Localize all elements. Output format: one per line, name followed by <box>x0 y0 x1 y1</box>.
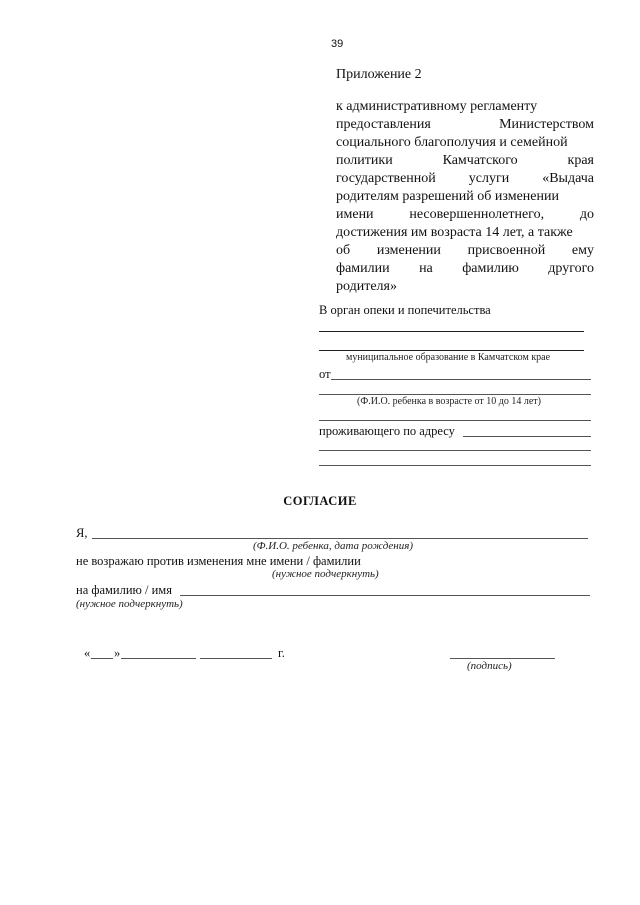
address-field-line-2[interactable] <box>319 450 591 451</box>
date-month-field[interactable] <box>121 658 196 659</box>
appendix-line <box>336 260 594 278</box>
date-close-quote: » <box>114 646 121 660</box>
date-open-quote: « <box>84 646 91 660</box>
appendix-title: Приложение 2 <box>336 67 422 82</box>
from-field-line-2[interactable] <box>319 394 591 395</box>
i-label: Я, <box>76 526 88 540</box>
child-name-field[interactable] <box>92 538 588 539</box>
underline-hint-1: (нужное подчеркнуть) <box>272 568 379 580</box>
addressee-title: В орган опеки и попечительства <box>319 303 491 317</box>
appendix-word: Министерством <box>499 117 594 132</box>
appendix-word: имени <box>336 207 374 222</box>
signature-caption: (подпись) <box>467 660 512 672</box>
appendix-word: родителям разрешений об изменении <box>336 189 559 204</box>
appendix-line <box>336 278 594 296</box>
appendix-line <box>336 188 594 206</box>
from-label: от <box>319 367 331 381</box>
appendix-word: присвоенной <box>467 243 546 258</box>
no-objection-text: не возражаю против изменения мне имени / фамилии <box>76 554 361 568</box>
page-number: 39 <box>331 38 344 50</box>
appendix-word: достижения им возраста 14 лет, а также <box>336 225 573 240</box>
municipality-caption: муниципальное образование в Камчатском крае <box>346 352 551 363</box>
appendix-word: услуги <box>468 171 510 186</box>
appendix-word: к административному регламенту <box>336 99 538 114</box>
appendix-line <box>336 98 594 116</box>
appendix-line <box>336 206 594 224</box>
appendix-word: предоставления <box>336 117 431 132</box>
appendix-word: края <box>567 153 594 168</box>
date-day-field[interactable] <box>91 658 113 659</box>
appendix-word: об <box>336 243 351 258</box>
appendix-word: изменении <box>376 243 441 258</box>
signature-field[interactable] <box>450 658 555 659</box>
residing-label: проживающего по адресу <box>319 424 455 438</box>
appendix-line <box>336 224 594 242</box>
appendix-word: родителя» <box>336 279 397 294</box>
underline-hint-2: (нужное подчеркнуть) <box>76 598 183 610</box>
child-age-caption: (Ф.И.О. ребенка в возрасте от 10 до 14 лет) <box>357 396 541 407</box>
date-year-field[interactable] <box>200 658 272 659</box>
appendix-word: фамилию <box>462 261 519 276</box>
surname-name-field[interactable] <box>180 595 590 596</box>
addressee-line-2[interactable] <box>319 350 584 351</box>
addressee-line-1[interactable] <box>319 331 584 332</box>
appendix-word: социального благополучия и семейной <box>336 135 568 150</box>
appendix-word: государственной <box>336 171 436 186</box>
appendix-word: до <box>579 207 594 222</box>
appendix-word: другого <box>548 261 594 276</box>
appendix-word: ему <box>571 243 594 258</box>
appendix-word: политики <box>336 153 393 168</box>
consent-heading: СОГЛАСИЕ <box>283 494 357 508</box>
appendix-description <box>336 98 594 296</box>
surname-name-label: на фамилию / имя <box>76 583 172 597</box>
appendix-word: несовершеннолетнего, <box>409 207 545 222</box>
appendix-word: на <box>419 261 433 276</box>
year-suffix: г. <box>278 646 285 660</box>
appendix-word: Камчатского <box>442 153 518 168</box>
appendix-line <box>336 116 594 134</box>
from-field[interactable] <box>331 379 591 380</box>
from-field-line-3[interactable] <box>319 420 591 421</box>
appendix-line <box>336 242 594 260</box>
appendix-line <box>336 170 594 188</box>
address-field-line-3[interactable] <box>319 465 591 466</box>
child-name-caption: (Ф.И.О. ребенка, дата рождения) <box>253 540 414 552</box>
appendix-line <box>336 152 594 170</box>
appendix-word: «Выдача <box>542 171 594 186</box>
appendix-line <box>336 134 594 152</box>
appendix-word: фамилии <box>336 261 390 276</box>
address-field[interactable] <box>463 436 591 437</box>
